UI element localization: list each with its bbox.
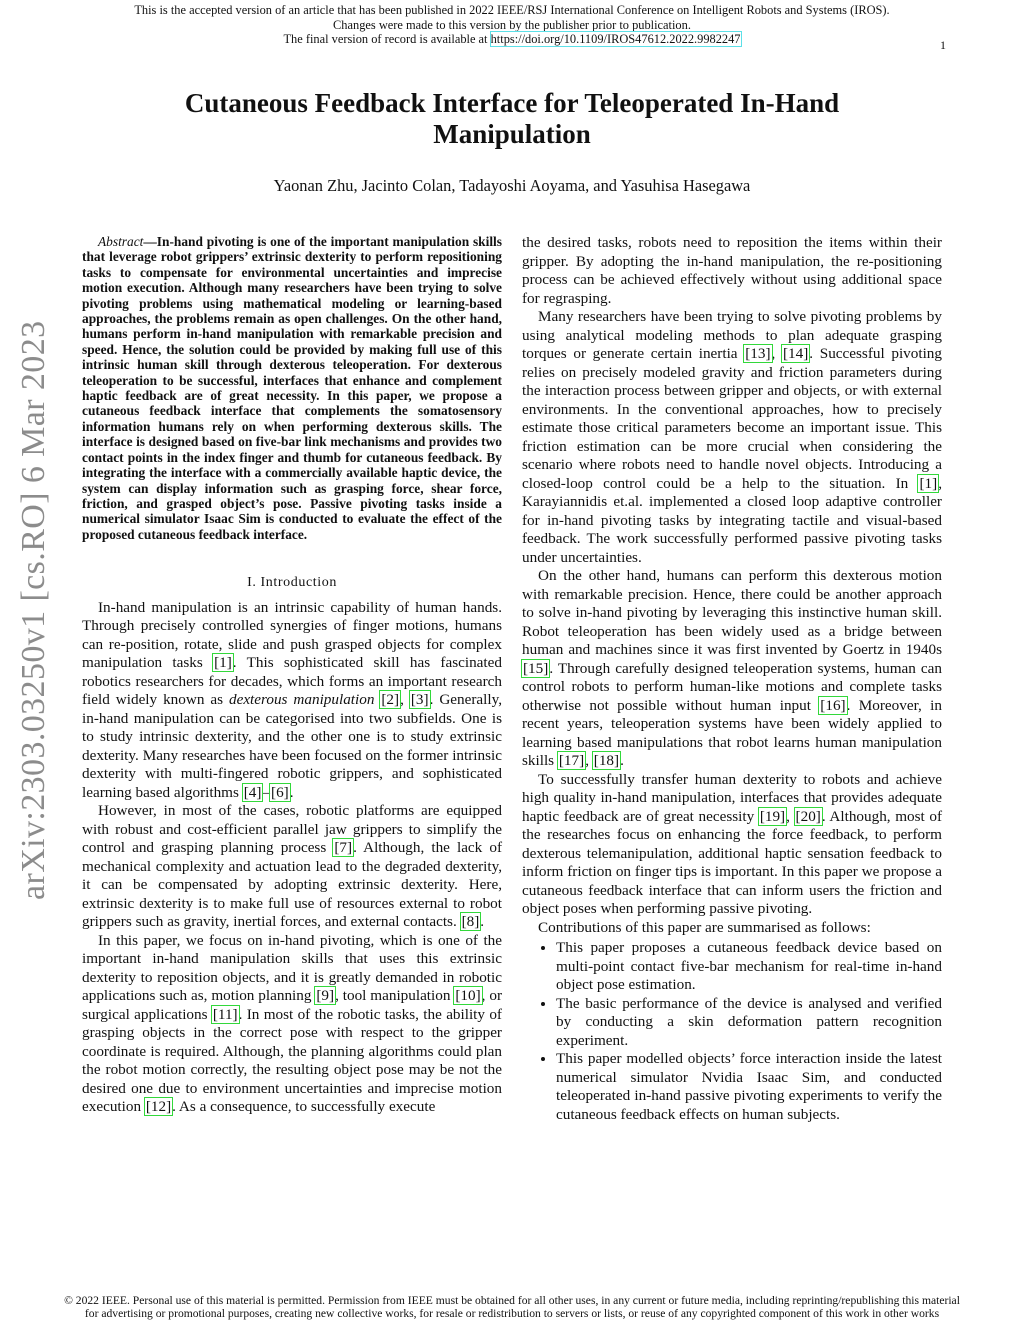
citation-link[interactable]: [13] [745, 345, 771, 362]
intro-paragraph-3 [82, 932, 502, 1117]
text-run: . Moreover, in recent years, teleoperation systems have been widely applied to learning based manipulations that robot learns human manipulation skills [522, 696, 942, 769]
paper-title: Cutaneous Feedback Interface for Teleoperated In-Hand Manipulation [184, 88, 840, 149]
text-run: . [620, 752, 624, 769]
text-run: . Generally, in-hand manipulation can be categorised into two subfields. One is to study intrinsic dexterity, and the other one is to study extrinsic dexterity. Many researches have been focused on the former intrinsic dexterity with multi-fingered robotic grippers, and sophisticated learning based algorithms [82, 691, 502, 801]
text-run: . Through carefully designed teleoperation systems, human can control robots to perform human-like motions and complete tasks otherwise not possible without human input [522, 659, 942, 714]
text-run: However, in most of the cases, robotic platforms are equipped with robust and cost-efficient parallel jaw grippers to simplify the control and grasping planning process [82, 802, 502, 857]
left-column [82, 234, 502, 1117]
right-column [522, 234, 942, 1124]
intro-paragraph-5 [522, 567, 942, 771]
text-run: . Although, the lack of mechanical complexity and actuation lead to the degraded dexterity, it can be compensated by adopting extrinsic dexterity. Here, extrinsic dexterity is to make full use of resources external to robot grippers such as gravity, inertial forces, and external contacts. [82, 839, 502, 931]
citation-link[interactable]: [11] [212, 1005, 238, 1023]
footer-line-2: for advertising or promotional purposes, creating new collective works, for resale or redistribution to servers or lists, or reuse of any copyrighted component of this work in other works [84, 1307, 940, 1321]
doi-link[interactable]: https://doi.org/10.1109/IROS47612.2022.9982247 [490, 32, 741, 47]
emphasis-text: dexterous manipulation [228, 691, 375, 709]
text-run: To successfully transfer human dexterity to robots and achieve high quality in-hand manipulation, interfaces that provides adequate haptic feedback are of great necessity [522, 770, 942, 825]
text-run: In this paper, we focus on in-hand pivoting, which is one of the important in-hand manipulation skills that uses this extrinsic dexterity to reposition objects, and it is greatly demanded in robotic applications such as, motion planning [82, 931, 502, 1005]
text-run: , [400, 691, 410, 709]
notice-line-2: Changes were made to this version by the publisher prior to publication. [333, 17, 691, 32]
arxiv-stamp: arXiv:2303.03250v1 [cs.RO] 6 Mar 2023 [15, 320, 52, 900]
paper-authors: Yaonan Zhu, Jacinto Colan, Tadayoshi Aoyama, and Yasuhisa Hasegawa [273, 176, 751, 195]
notice-line-3 [0, 32, 1024, 47]
notice-line-3-prefix: The final version of record is available at [283, 32, 491, 47]
citation-link[interactable]: [1] [919, 474, 938, 492]
intro-paragraph-4 [522, 308, 942, 567]
publication-notice [0, 3, 1024, 47]
text-run: , [786, 807, 795, 825]
text-run: Many researchers have been trying to solve pivoting problems by using analytical modeling methods to plan adequate grasping torques or generate certain inertia [522, 308, 942, 362]
text-run: . [289, 783, 294, 801]
intro-paragraph-1 [82, 599, 502, 803]
text-run: , [585, 752, 593, 769]
footer-line-1: © 2022 IEEE. Personal use of this material is permitted. Permission from IEEE must be obtained for all other uses, in any current or future media, including reprinting/republishing this material [64, 1294, 960, 1307]
section-heading-introduction: I. Introduction [247, 575, 337, 591]
citation-link[interactable]: [8] [461, 913, 480, 931]
text-run: , Karayiannidis et.al. implemented a closed loop adaptive controller for in-hand pivoting tasks by integrating tactile and visual-based feedback. The work successfully performed passive pivoting tasks under uncertainties. [522, 474, 942, 566]
citation-link[interactable]: [15] [523, 659, 549, 677]
list-item: • The basic performance of the device is analysed and verified by conducting a skin deformation pattern recognition experiment. [556, 995, 942, 1051]
citation-link[interactable]: [12] [145, 1098, 172, 1116]
text-run: . In most of the robotic tasks, the ability of grasping objects in the correct pose with respect to the gripper coordinate is required. Although, the planning algorithms could plan the robot motion correctly, the resulting object pose may be not the desired one due to environment uncertainties and imprecise motion execution [82, 1005, 502, 1116]
list-item: • This paper proposes a cutaneous feedback device based on multi-point contact five-bar mechanism for real-time in-hand object pose estimation. [556, 939, 942, 995]
page-number: 1 [940, 38, 946, 52]
text-run: , tool manipulation [335, 987, 455, 1005]
citation-link[interactable]: [7] [334, 839, 353, 857]
citation-link[interactable]: [6] [271, 783, 289, 801]
text-run: – [262, 783, 271, 801]
abstract-text: —In-hand pivoting is one of the important manipulation skills that leverage robot grippers’ extrinsic dexterity to perform repositioning tasks to compensate for environmental uncertainties and imprecise motion execution. Although many researchers have been trying to solve pivoting problems using mathematical modeling or learning-based approaches, the problems remain as open challenges. On the other hand, humans perform in-hand manipulation with remarkable precision and speed. Hence, the solution could be provided by making full use of this intrinsic human skill through dexterous teleoperation. For dexterous teleoperation to be successful, interfaces that enhance and complement haptic feedback are of great necessity. In this paper, we propose a cutaneous feedback interface that complements the somatosensory information humans rely on when performing dexterous skills. The interface is designed based on five-bar link mechanisms and provides two contact points in the index finger and thumb for cutaneous feedback. By integrating the interface with a commercially available haptic device, the system can display information such as grasping force, shear force, friction, and grasped object’s pose. Passive pivoting tasks inside a numerical simulator Isaac Sim is conducted to evaluate the effect of the proposed cutaneous feedback interface. [82, 234, 502, 542]
citation-link[interactable]: [20] [795, 807, 821, 825]
text-run: . Although, most of the researches focus on enhancing the force feedback, to perform dexterous telemanipulation, additional haptic sensation feedback to inform friction on finger tips is important. In this paper we propose a cutaneous feedback interface that can inform users the friction and object poses when performing passive pivoting. [522, 807, 943, 917]
citation-link[interactable]: [4] [243, 783, 262, 801]
text-run: In-hand manipulation is an intrinsic capability of human hands. Through precisely controlled synergies of finger motions, humans can re-position, rotate, slide and push grasped objects for complex manipulation tasks [82, 598, 502, 672]
text-run: . Successful pivoting relies on precisely modeled gravity and friction parameters during the interaction process between gripper and objects, or with external environments. In the conventional approaches, how to precisely estimate those critical parameters become an important issue. This friction estimation can be more crucial when considering the scenario where robots need to handle novel objects. Introducing a closed-loop control could be a help to the situation. In [522, 345, 942, 492]
citation-link[interactable]: [18] [593, 752, 620, 769]
intro-paragraph-2 [82, 802, 502, 932]
list-item: • This paper modelled objects’ force interaction inside the latest numerical simulator Nvidia Isaac Sim, and conducted teleoperated in-hand passive pivoting experiments to verify the cutaneous feedback effects on human subjects. [556, 1050, 942, 1124]
text-run: , [771, 345, 782, 362]
abstract [82, 234, 502, 542]
text-run: On the other hand, humans can perform this dexterous motion with remarkable precision. Hence, there could be another approach to solve in-hand pivoting by leveraging this instinctive human skill. Robot teleoperation has been widely used as a bridge between human and machines since it was first invented by Goertz in 1940s [522, 567, 942, 658]
citation-link[interactable]: [9] [316, 987, 335, 1005]
text-run: . As a consequence, to successfully execute [172, 1098, 436, 1116]
citation-link[interactable]: [16] [820, 696, 846, 714]
notice-line-1: This is the accepted version of an article that has been published in 2022 IEEE/RSJ International Conference on Intelligent Robots and Systems (IROS). [134, 3, 890, 17]
citation-link[interactable]: [3] [410, 691, 429, 709]
contributions-list [522, 939, 942, 1124]
copyright-footer [0, 1294, 1024, 1320]
contributions-intro: Contributions of this paper are summarised as follows: [538, 918, 871, 936]
intro-paragraph-continued: the desired tasks, robots need to reposition the items within their gripper. By adopting the in-hand manipulation, the re-positioning process can be achieved effectively without using additional space for regrasping. [522, 234, 942, 307]
citation-link[interactable]: [1] [214, 654, 232, 672]
citation-link[interactable]: [14] [782, 345, 809, 362]
text-run: , or surgical applications [82, 987, 503, 1023]
text-run: . [480, 913, 485, 931]
abstract-label: Abstract [98, 234, 144, 249]
citation-link[interactable]: [17] [558, 752, 585, 769]
text-run: . This sophisticated skill has fascinated robotics researchers for decades, which forms an important research field widely known as [82, 654, 502, 709]
citation-link[interactable]: [10] [455, 987, 481, 1005]
citation-link[interactable]: [2] [381, 691, 400, 709]
intro-paragraph-6 [522, 771, 942, 919]
citation-link[interactable]: [19] [759, 807, 786, 825]
